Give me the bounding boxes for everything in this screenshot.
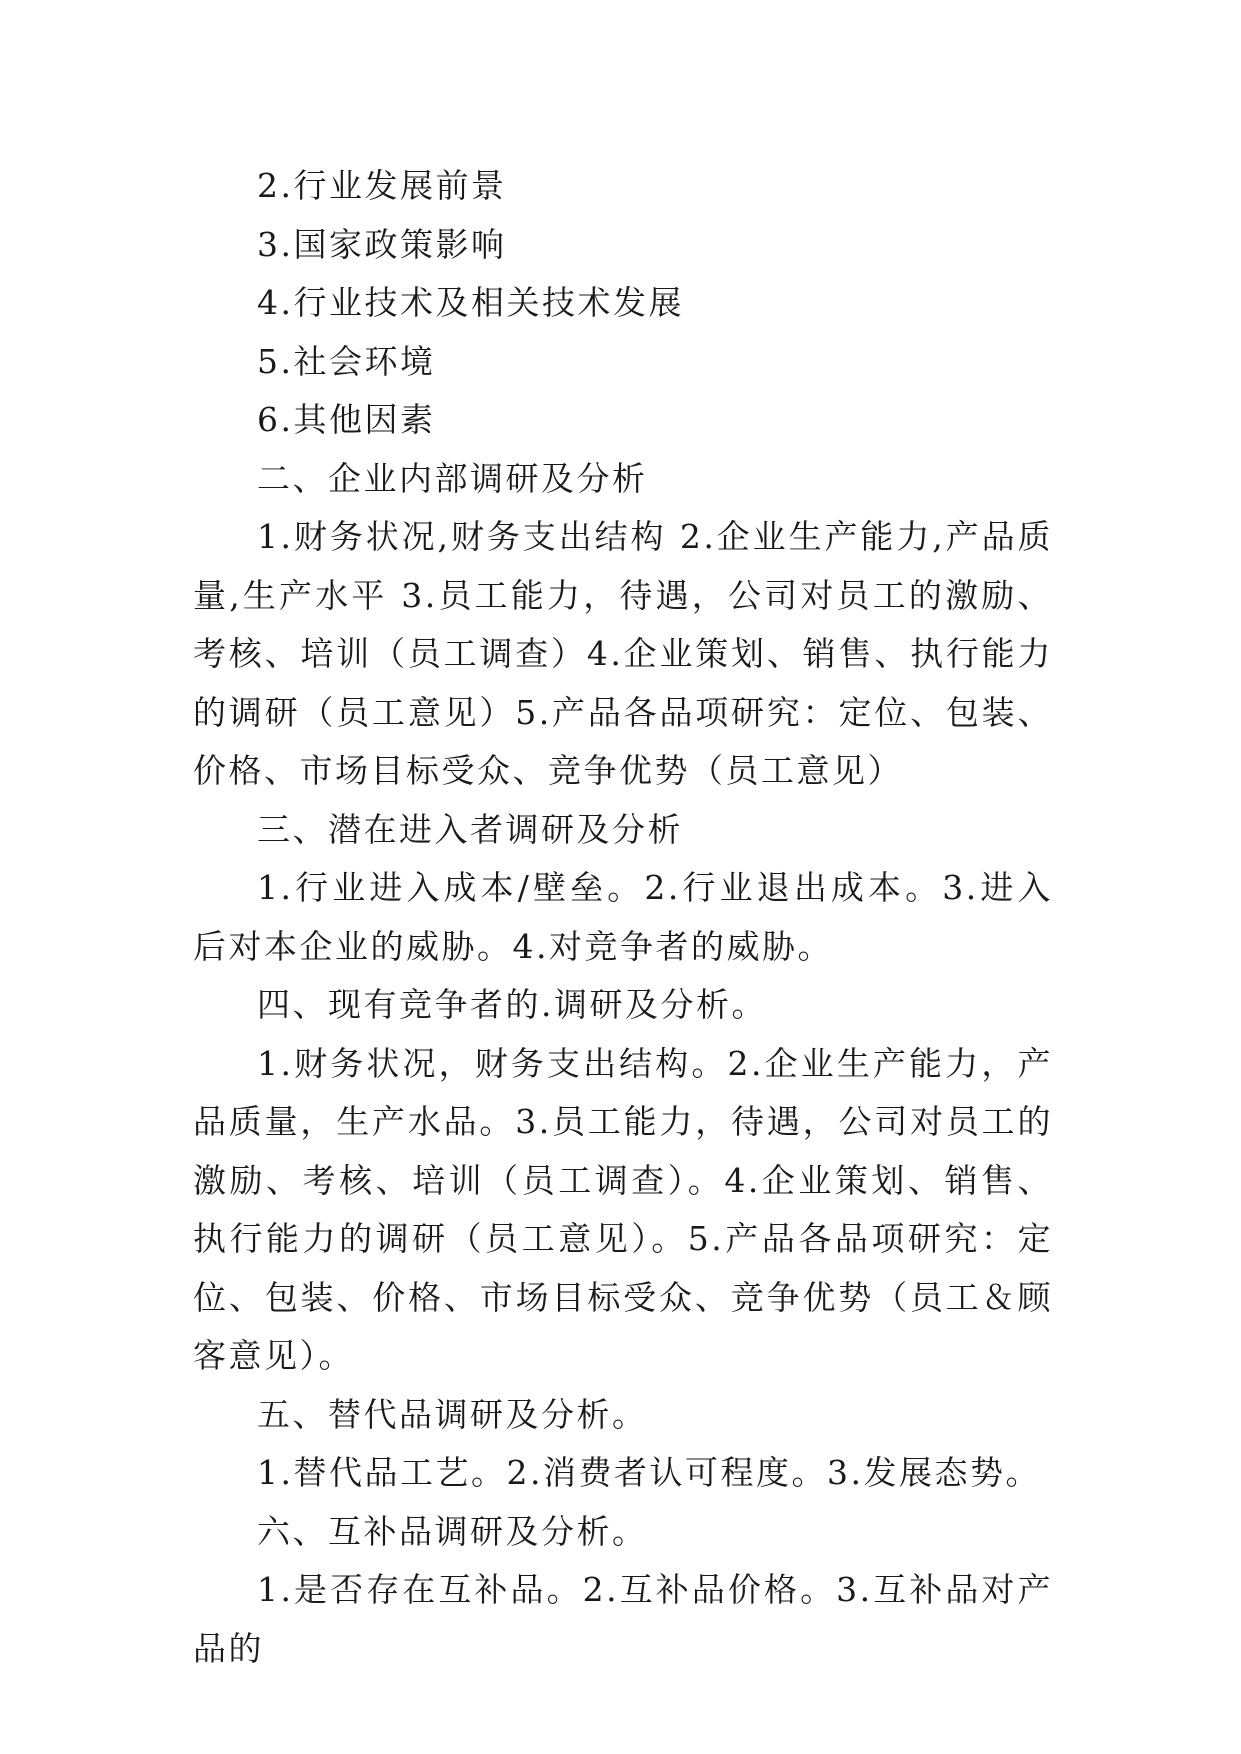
paragraph-existing-competitors: 1.财务状况，财务支出结构。2.企业生产能力，产品质量，生产水品。3.员工能力，待遇，公司对员工的激励、考核、培训（员工调查）。4.企业策划、销售、执行能力的调研（员工意见）。5.产品各品项研究：定位、包装、价格、市场目标受众、竞争优势（员工＆顾客意见）。 (193, 1043, 1053, 1375)
section-heading-complements: 六、互补品调研及分析。 (257, 1511, 648, 1551)
paragraph-substitutes: 1.替代品工艺。2.消费者认可程度。3.发展态势。 (257, 1453, 1041, 1492)
section-heading-potential-entrants: 三、潜在进入者调研及分析 (257, 809, 683, 849)
list-item-policy-impact: 3.国家政策影响 (257, 224, 507, 264)
list-item-industry-prospects: 2.行业发展前景 (257, 166, 507, 205)
document-body (193, 157, 1053, 1678)
list-item-other-factors: 6.其他因素 (257, 400, 436, 439)
section-heading-substitutes: 五、替代品调研及分析。 (257, 1394, 648, 1434)
paragraph-potential-entrants: 1.行业进入成本/壁垒。2.行业退出成本。3.进入后对本企业的威胁。4.对竞争者的威胁。 (193, 868, 1053, 966)
list-item-social-environment: 5.社会环境 (257, 341, 436, 381)
list-item-technology: 4.行业技术及相关技术发展 (257, 283, 684, 322)
paragraph-internal-research: 1.财务状况,财务支出结构 2.企业生产能力,产品质量,生产水平 3.员工能力，待遇，公司对员工的激励、考核、培训（员工调查）4.企业策划、销售、执行能力的调研（员工意见）5.产品各品项研究：定位、包装、价格、市场目标受众、竞争优势（员工意见） (193, 517, 1053, 790)
section-heading-existing-competitors: 四、现有竞争者的.调研及分析。 (257, 985, 767, 1024)
section-heading-internal-research: 二、企业内部调研及分析 (257, 458, 648, 498)
paragraph-complements: 1.是否存在互补品。2.互补品价格。3.互补品对产品的 (193, 1570, 1053, 1668)
